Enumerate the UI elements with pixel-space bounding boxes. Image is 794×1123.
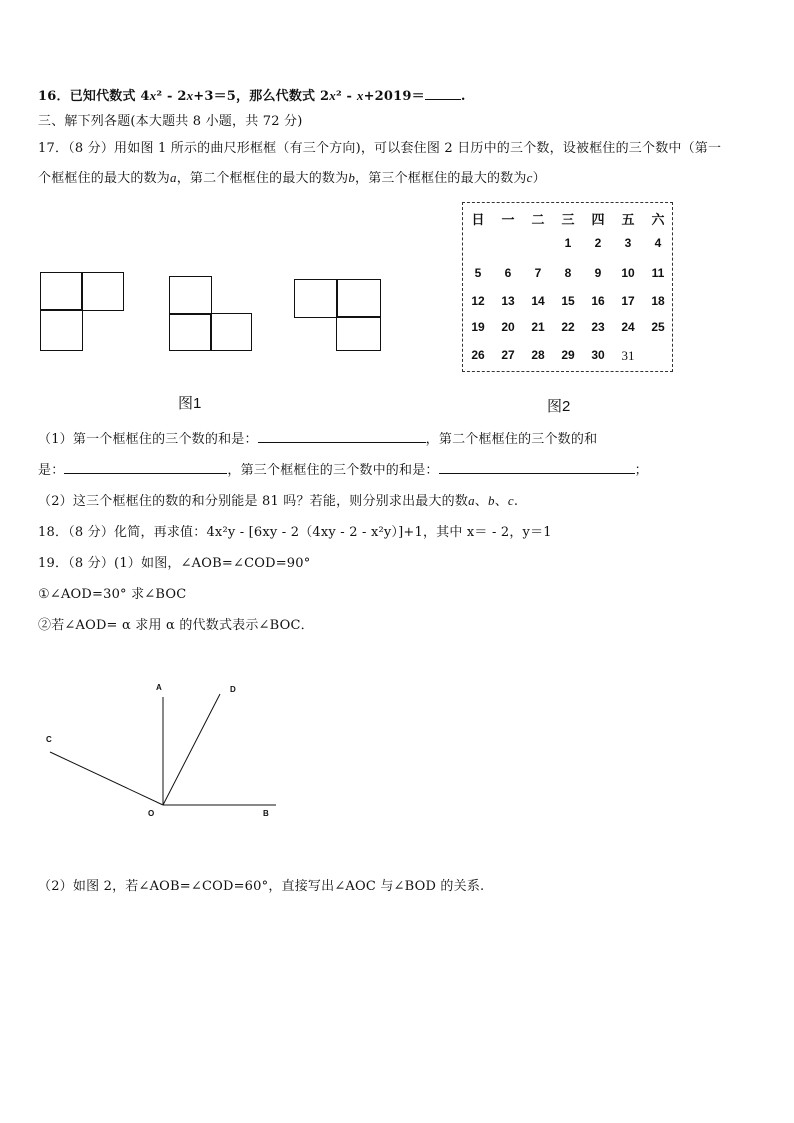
section-3-header: 三、解下列各题(本大题共 8 小题，共 72 分) <box>38 114 303 129</box>
calendar-day: 8 <box>564 266 572 280</box>
frame-1-cell <box>40 272 83 311</box>
question-18: 18．（8 分）化简，再求值：4x²y - [6xy - 2（4xy - 2 - x²y）]+1，其中 x＝ - 2，y＝1 <box>38 525 552 540</box>
question-19-line1: 19．（8 分）(1）如图，∠AOB=∠COD=90° <box>38 556 311 571</box>
figure-1-caption: 图1 <box>178 395 202 412</box>
calendar-day: 24 <box>621 320 635 334</box>
calendar-day: 4 <box>654 236 662 250</box>
question-19-sub2: ②若∠AOD= α 求用 α 的代数式表示∠BOC． <box>38 618 314 633</box>
answer-blank-sum-1[interactable] <box>258 430 426 443</box>
answer-blank-16[interactable] <box>425 87 461 100</box>
calendar-day: 6 <box>504 266 512 280</box>
figure-2-caption: 图2 <box>547 398 571 415</box>
calendar-day: 15 <box>561 294 575 308</box>
calendar-day: 19 <box>471 320 485 334</box>
frame-2-cell <box>169 276 212 315</box>
ray-OD <box>163 694 220 805</box>
ray-OC <box>50 752 163 805</box>
calendar-day: 26 <box>471 348 485 362</box>
calendar-day: 17 <box>621 294 635 308</box>
calendar-day: 13 <box>501 294 515 308</box>
frame-1-cell <box>81 272 124 311</box>
calendar-day: 12 <box>471 294 485 308</box>
calendar-day: 1 <box>564 236 572 250</box>
calendar-day: 29 <box>561 348 575 362</box>
calendar-day: 27 <box>501 348 515 362</box>
point-label-D: D <box>230 685 236 694</box>
point-label-C: C <box>46 735 52 744</box>
calendar-day: 16 <box>591 294 605 308</box>
question-17-part2: （2）这三个框框住的数的和分别能是 81 吗？若能，则分别求出最大的数a、b、c. <box>38 493 519 509</box>
question-17-part1-line2: 是： ，第三个框框住的三个数中的和是： ； <box>38 463 648 478</box>
calendar-day: 31 <box>621 348 635 363</box>
frame-1-cell <box>40 309 83 351</box>
question-17-line2: 个框框住的最大的数为a，第二个框框住的最大的数为b，第三个框框住的最大的数为c） <box>38 170 546 186</box>
question-19-part2: （2）如图 2，若∠AOB=∠COD=60°，直接写出∠AOC 与∠BOD 的关系. <box>38 879 485 894</box>
frame-3-cell <box>336 279 381 318</box>
calendar-day: 14 <box>531 294 545 308</box>
question-17-line1: 17．（8 分）用如图 1 所示的曲尺形框框（有三个方向)，可以套住图 2 日历中的三个数，设被框住的三个数中（第一 <box>38 141 722 156</box>
calendar-day: 20 <box>501 320 515 334</box>
frame-2-cell <box>169 313 212 351</box>
answer-blank-sum-3[interactable] <box>439 461 635 474</box>
angle-diagram <box>40 680 300 830</box>
question-16: 16．已知代数式 4x² - 2x+3＝5，那么代数式 2x² - x+2019＝ . <box>38 88 466 104</box>
frame-3-cell <box>336 316 381 351</box>
calendar-weekday-header: 六 <box>651 212 665 227</box>
calendar-day: 25 <box>651 320 665 334</box>
calendar-figure <box>462 202 673 372</box>
calendar-weekday-header: 五 <box>621 212 635 227</box>
answer-blank-sum-2[interactable] <box>64 461 227 474</box>
frame-2-cell <box>210 313 252 351</box>
frame-3-cell <box>294 279 338 318</box>
calendar-day: 22 <box>561 320 575 334</box>
calendar-day: 30 <box>591 348 605 362</box>
calendar-weekday-header: 四 <box>591 212 605 227</box>
calendar-day: 3 <box>624 236 632 250</box>
calendar-day: 23 <box>591 320 605 334</box>
calendar-day: 2 <box>594 236 602 250</box>
calendar-day: 18 <box>651 294 665 308</box>
calendar-weekday-header: 日 <box>471 212 485 227</box>
point-label-O: O <box>148 809 155 818</box>
question-17-part1-line1: （1）第一个框框住的三个数的和是： ，第二个框框住的三个数的和 <box>38 432 598 447</box>
calendar-day: 28 <box>531 348 545 362</box>
calendar-weekday-header: 一 <box>501 212 515 227</box>
calendar-day: 7 <box>534 266 542 280</box>
calendar-day: 21 <box>531 320 545 334</box>
calendar-day: 5 <box>474 266 482 280</box>
question-19-sub1: ①∠AOD=30° 求∠BOC <box>38 587 187 602</box>
calendar-weekday-header: 三 <box>561 212 575 227</box>
point-label-A: A <box>156 683 162 692</box>
calendar-day: 9 <box>594 266 602 280</box>
calendar-weekday-header: 二 <box>531 212 545 227</box>
point-label-B: B <box>263 809 269 818</box>
calendar-day: 11 <box>651 266 665 280</box>
calendar-day: 10 <box>621 266 635 280</box>
